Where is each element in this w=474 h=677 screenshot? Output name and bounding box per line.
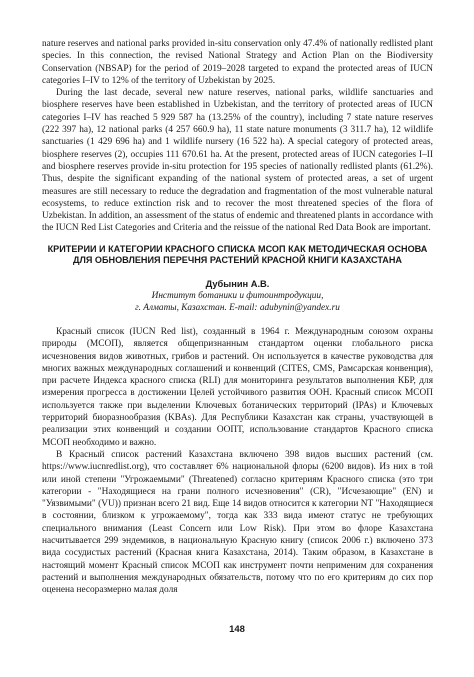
page-number: 148 xyxy=(229,624,245,635)
english-paragraph-1: nature reserves and national parks provided in-situ conservation only 47.4% of nationally redlisted plant species. In this connection, the revised National Strategy and Action Plan on the Biodiversity Conservation (NBSAP) for the period of 2019–2028 targeted to expand the protected areas of IUCN categories I–IV to 12% of the territory of Uzbekistan by 2025. xyxy=(42,39,433,86)
english-paragraph-2: During the last decade, several new nature reserves, national parks, wildlife sanctuaries and biosphere reserves have been established in Uzbekistan, and the territory of protected areas of IUCN categories I–IV has reached 5 929 587 ha (13.25% of the country), including 7 state nature reserves (222 397 ha), 12 national parks (4 257 660.9 ha), 11 state nature monuments (3 311.7 ha), 12 wildlife sanctuaries (1 429 696 ha) and 1 wildlife nursery (16 522 ha). A special category of protected areas, biosphere reserves (2), occupies 111 670.61 ha. At the present, protected areas of IUCN categories I–II and biosphere reserves provide in-situ protection for 195 species of nationally redlisted plants (61.2%). Thus, despite the significant expanding of the national system of protected areas, a set of urgent measures are still necessary to reduce the degradation and fragmentation of the most vulnerable natural ecosystems, to reduce extinction risk and to recover the most threatened species of the flora of Uzbekistan. In addition, an assessment of the status of endemic and threatened plants in accordance with the IUCN Red List Categories and Criteria and the reissue of the national Red Data Book are important. xyxy=(42,88,434,234)
author-affiliation: Институт ботаники и фитоинтродукции, xyxy=(151,290,324,301)
section-spacer xyxy=(42,314,433,326)
russian-paragraph-2: В Красный список растений Казахстана включено 398 видов высших растений (см. https://www.iucnredlist.org), что составляет 6% национальной флоры (6200 видов). Из них в той или иной степени "Угрожаемыми" (Threatened) согласно критериям Красного списка (это три категории - "Находящиеся на грани полного исчезновения" (CR), "Исчезающие" (EN) и "Уязвимыми" (VU)) признан всего 21 вид. Еще 14 видов относится к категории NT "Находящиеся в состоянии, близком к угрожаемому", тогда как 333 вида имеют статус не требующих специального внимания (Least Concern или Low Risk). При этом во флоре Казахстана насчитывается 299 эндемиков, в национальную Красную книгу (список 2006 г.) включено 373 вида сосудистых растений (Красная книга Казахстана, 2014). Таким образом, в Казахстане в настоящий момент Красный список МСОП как инструмент почти неприменим для сохранения растений и выполнения международных обязательств, потому что по его критериям до сих пор оценена несоразмерно малая доля xyxy=(42,449,433,596)
page-body xyxy=(42,38,433,596)
article-author: Дубынин А.В. xyxy=(205,278,270,289)
author-location-email: г. Алматы, Казахстан. E-mail: adubynin@yandex.ru xyxy=(135,302,340,313)
article-title: КРИТЕРИИ И КАТЕГОРИИ КРАСНОГО СПИСКА МСОП КАК МЕТОДИЧЕСКАЯ ОСНОВА ДЛЯ ОБНОВЛЕНИЯ ПЕРЕЧНЯ РАСТЕНИЙ КРАСНОЙ КНИГИ КАЗАХСТАНА xyxy=(47,243,428,266)
russian-paragraph-1: Красный список (IUCN Red list), созданный в 1964 г. Международным союзом охраны природы (МСОП), является общепризнанным стандартом оценки глобального риска исчезновения видов животных, грибов и растений. Он используется в качестве руководства для многих важных международных соглашений и конвенций (CITES, CMS, Рамсарская конвенция), при расчете Индекса красного списка (RLI) для мониторинга результатов выполнения КБР, для измерения прогресса в достижении Целей устойчивого развития ООН. Красный список МСОП используется также при выделении Ключевых ботанических территорий (IPAs) и Ключевых территорий биоразнообразия (KBAs). Для Республики Казахстан как страны, участвующей в реализации этих конвенций и создании ООПТ, использование стандартов Красного списка МСОП необходимо и важно. xyxy=(42,326,433,448)
